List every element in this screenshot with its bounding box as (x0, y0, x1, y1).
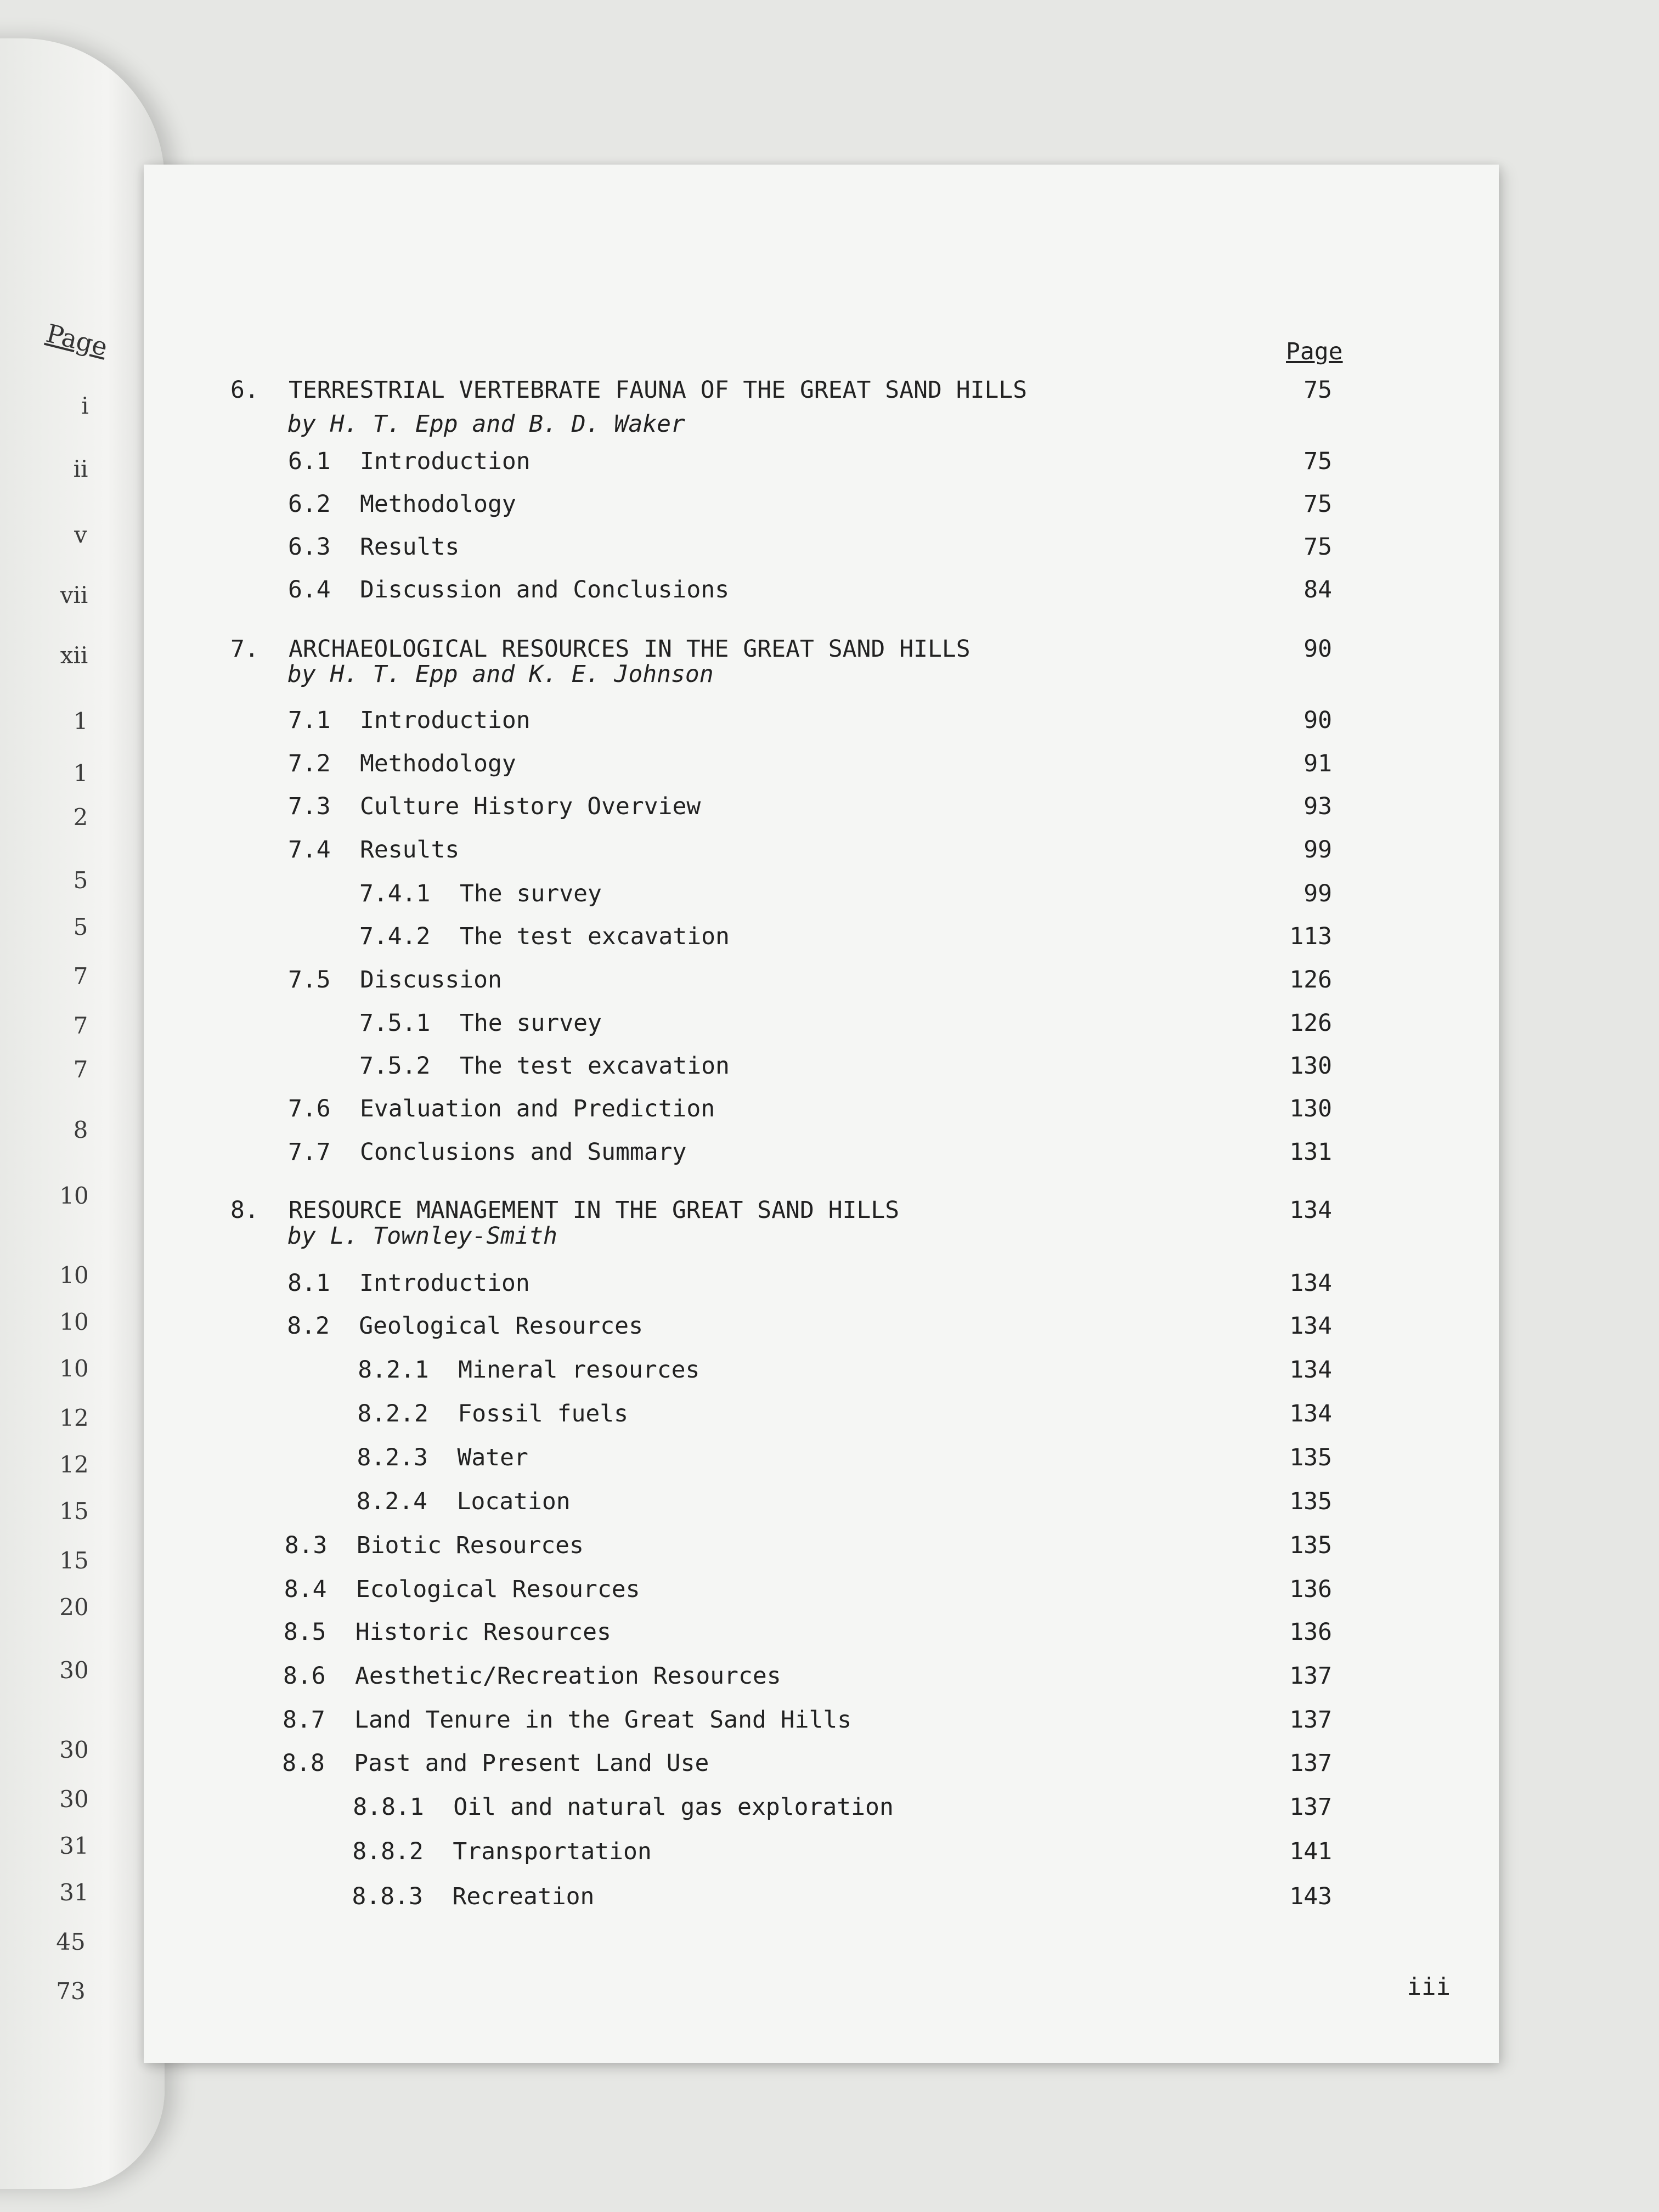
facing-page-number: v (74, 521, 87, 548)
toc-section-title: Methodology (360, 490, 516, 518)
facing-page-number: 20 (59, 1594, 89, 1621)
toc-section-number: 7.4.1 (359, 880, 431, 907)
toc-section-title: Past and Present Land Use (354, 1750, 709, 1777)
toc-author-line: by L. Townley-Smith (287, 1222, 557, 1250)
toc-section-title: ARCHAEOLOGICAL RESOURCES IN THE GREAT SAND HILLS (289, 635, 970, 663)
toc-page-number: 141 (1289, 1838, 1332, 1865)
toc-section-title: Results (360, 533, 460, 561)
toc-page-number: 99 (1304, 836, 1332, 864)
toc-section-title: Historic Resources (355, 1618, 611, 1646)
toc-page-number: 75 (1304, 533, 1332, 561)
toc-section-number: 8.2.3 (357, 1444, 428, 1471)
toc-section-title: Methodology (360, 750, 516, 777)
toc-section-number: 8.3 (284, 1532, 328, 1559)
toc-page-number: 126 (1289, 1009, 1332, 1037)
toc-section-title: The survey (460, 880, 602, 907)
page-number-footer: iii (1407, 1973, 1451, 2001)
facing-page-number: 10 (59, 1262, 89, 1289)
toc-section-number: 8.2 (287, 1312, 330, 1340)
toc-page-number: 75 (1304, 376, 1332, 404)
toc-page-number: 134 (1289, 1197, 1332, 1224)
toc-page-number: 130 (1289, 1052, 1332, 1080)
facing-page-number: 7 (73, 1056, 88, 1083)
facing-page-number: 30 (59, 1657, 89, 1684)
facing-page-number: 10 (59, 1355, 89, 1382)
toc-section-title: Biotic Resources (356, 1532, 584, 1559)
toc-section-title: Land Tenure in the Great Sand Hills (354, 1706, 852, 1734)
facing-page-number: 10 (59, 1182, 89, 1209)
facing-page-number: 1 (73, 708, 88, 735)
toc-section-title: Evaluation and Prediction (360, 1095, 715, 1122)
toc-page-number: 134 (1289, 1269, 1332, 1297)
facing-page-number: 45 (56, 1928, 86, 1955)
toc-section-title: Discussion and Conclusions (360, 576, 730, 603)
toc-section-number: 7.5.2 (359, 1052, 431, 1080)
toc-section-title: Ecological Resources (356, 1576, 640, 1603)
facing-page-number: 10 (59, 1308, 89, 1335)
toc-author-line: by H. T. Epp and K. E. Johnson (287, 661, 714, 688)
toc-section-title: Discussion (360, 966, 502, 994)
toc-section-number: 6.4 (288, 576, 331, 603)
toc-section-title: Geological Resources (359, 1312, 643, 1340)
toc-section-number: 7.2 (288, 750, 331, 777)
facing-page-number: 30 (59, 1736, 89, 1763)
toc-section-number: 6.2 (288, 490, 331, 518)
toc-section-number: 6.1 (288, 448, 331, 475)
facing-page-number: 5 (73, 867, 88, 894)
facing-page-number: 12 (59, 1451, 89, 1478)
toc-page-number: 113 (1289, 923, 1332, 950)
facing-page-number: i (81, 392, 89, 419)
facing-page-number: 31 (59, 1879, 89, 1906)
toc-section-number: 8. (230, 1197, 259, 1224)
toc-page-number: 126 (1289, 966, 1332, 994)
toc-section-title: Aesthetic/Recreation Resources (355, 1662, 781, 1690)
toc-section-number: 7.1 (288, 707, 331, 734)
toc-section-number: 7.5 (288, 966, 331, 994)
toc-page-number: 137 (1289, 1750, 1332, 1777)
toc-page-number: 136 (1289, 1618, 1332, 1646)
toc-section-title: Conclusions and Summary (360, 1138, 687, 1166)
toc-section-title: Results (360, 836, 460, 864)
toc-section-number: 7.3 (288, 793, 331, 820)
toc-page-number: 135 (1289, 1488, 1332, 1515)
toc-section-title: Fossil fuels (458, 1400, 629, 1427)
toc-section-number: 7.7 (288, 1138, 331, 1166)
toc-section-number: 8.8 (282, 1750, 325, 1777)
toc-section-title: Introduction (359, 1269, 530, 1297)
toc-author-line: by H. T. Epp and B. D. Waker (287, 410, 685, 438)
toc-page-number: 135 (1289, 1532, 1332, 1559)
toc-section-number: 8.2.1 (358, 1356, 429, 1384)
toc-section-title: Recreation (452, 1883, 595, 1910)
facing-page-number: 15 (59, 1498, 89, 1525)
facing-page-number: 5 (73, 913, 88, 940)
facing-page-number: xii (60, 642, 88, 669)
toc-page-number: 99 (1304, 880, 1332, 907)
facing-page-number: 73 (56, 1978, 86, 2005)
toc-section-number: 7.6 (288, 1095, 331, 1122)
toc-page-number: 75 (1304, 490, 1332, 518)
toc-section-title: Location (456, 1488, 571, 1515)
toc-section-number: 8.5 (283, 1618, 326, 1646)
toc-page-number: 90 (1304, 635, 1332, 663)
toc-page-number: 91 (1304, 750, 1332, 777)
toc-section-number: 8.7 (283, 1706, 325, 1734)
toc-section-number: 6. (230, 376, 259, 404)
facing-page-number: 7 (73, 963, 88, 990)
toc-page-number: 130 (1289, 1095, 1332, 1122)
toc-section-title: The test excavation (460, 1052, 730, 1080)
facing-page-number: 12 (59, 1404, 89, 1431)
toc-section-number: 7.5.1 (359, 1009, 431, 1037)
toc-page-number: 137 (1289, 1706, 1332, 1734)
toc-page-number: 75 (1304, 448, 1332, 475)
toc-section-number: 6.3 (288, 533, 331, 561)
facing-page-heading: Page (43, 318, 111, 362)
page-column-heading: Page (1286, 338, 1343, 365)
toc-section-number: 8.1 (287, 1269, 330, 1297)
toc-page-number: 134 (1289, 1400, 1332, 1427)
toc-section-title: Mineral resources (458, 1356, 700, 1384)
facing-page-number: 31 (59, 1832, 89, 1859)
toc-section-title: Culture History Overview (360, 793, 701, 820)
toc-section-number: 7.4 (288, 836, 331, 864)
facing-page-number: ii (73, 455, 88, 482)
toc-section-number: 8.2.2 (357, 1400, 428, 1427)
toc-section-title: The survey (460, 1009, 602, 1037)
toc-section-number: 8.8.3 (352, 1883, 423, 1910)
toc-section-number: 8.8.1 (353, 1793, 424, 1821)
facing-page-number: 15 (59, 1547, 89, 1574)
toc-page-number: 84 (1304, 576, 1332, 603)
toc-section-title: The test excavation (460, 923, 730, 950)
toc-page-number: 143 (1289, 1883, 1332, 1910)
toc-section-title: Introduction (360, 707, 531, 734)
toc-section-title: TERRESTRIAL VERTEBRATE FAUNA OF THE GREAT SAND HILLS (289, 376, 1028, 404)
toc-section-title: Oil and natural gas exploration (453, 1793, 894, 1821)
facing-page-number: 2 (73, 804, 88, 831)
facing-page-number: 1 (73, 760, 88, 787)
toc-page-number: 93 (1304, 793, 1332, 820)
toc-section-number: 7.4.2 (359, 923, 431, 950)
toc-section-number: 8.6 (283, 1662, 326, 1690)
toc-page-number: 135 (1289, 1444, 1332, 1471)
facing-page-number: 7 (73, 1012, 88, 1039)
toc-page-number: 134 (1289, 1312, 1332, 1340)
toc-section-number: 8.8.2 (352, 1838, 424, 1865)
toc-section-title: Transportation (453, 1838, 652, 1865)
toc-section-number: 8.2.4 (356, 1488, 428, 1515)
toc-section-number: 7. (230, 635, 259, 663)
facing-page-number: vii (60, 582, 88, 608)
toc-page-number: 137 (1289, 1793, 1332, 1821)
toc-section-title: Introduction (360, 448, 531, 475)
toc-section-title: Water (457, 1444, 528, 1471)
toc-page-number: 137 (1289, 1662, 1332, 1690)
toc-page-number: 131 (1289, 1138, 1332, 1166)
toc-section-number: 8.4 (284, 1576, 327, 1603)
facing-page-number: 30 (59, 1786, 89, 1813)
toc-section-title: RESOURCE MANAGEMENT IN THE GREAT SAND HILLS (289, 1197, 900, 1224)
toc-page-number: 134 (1289, 1356, 1332, 1384)
toc-page-number: 136 (1289, 1576, 1332, 1603)
facing-page-number: 8 (73, 1116, 88, 1143)
toc-page-number: 90 (1304, 707, 1332, 734)
